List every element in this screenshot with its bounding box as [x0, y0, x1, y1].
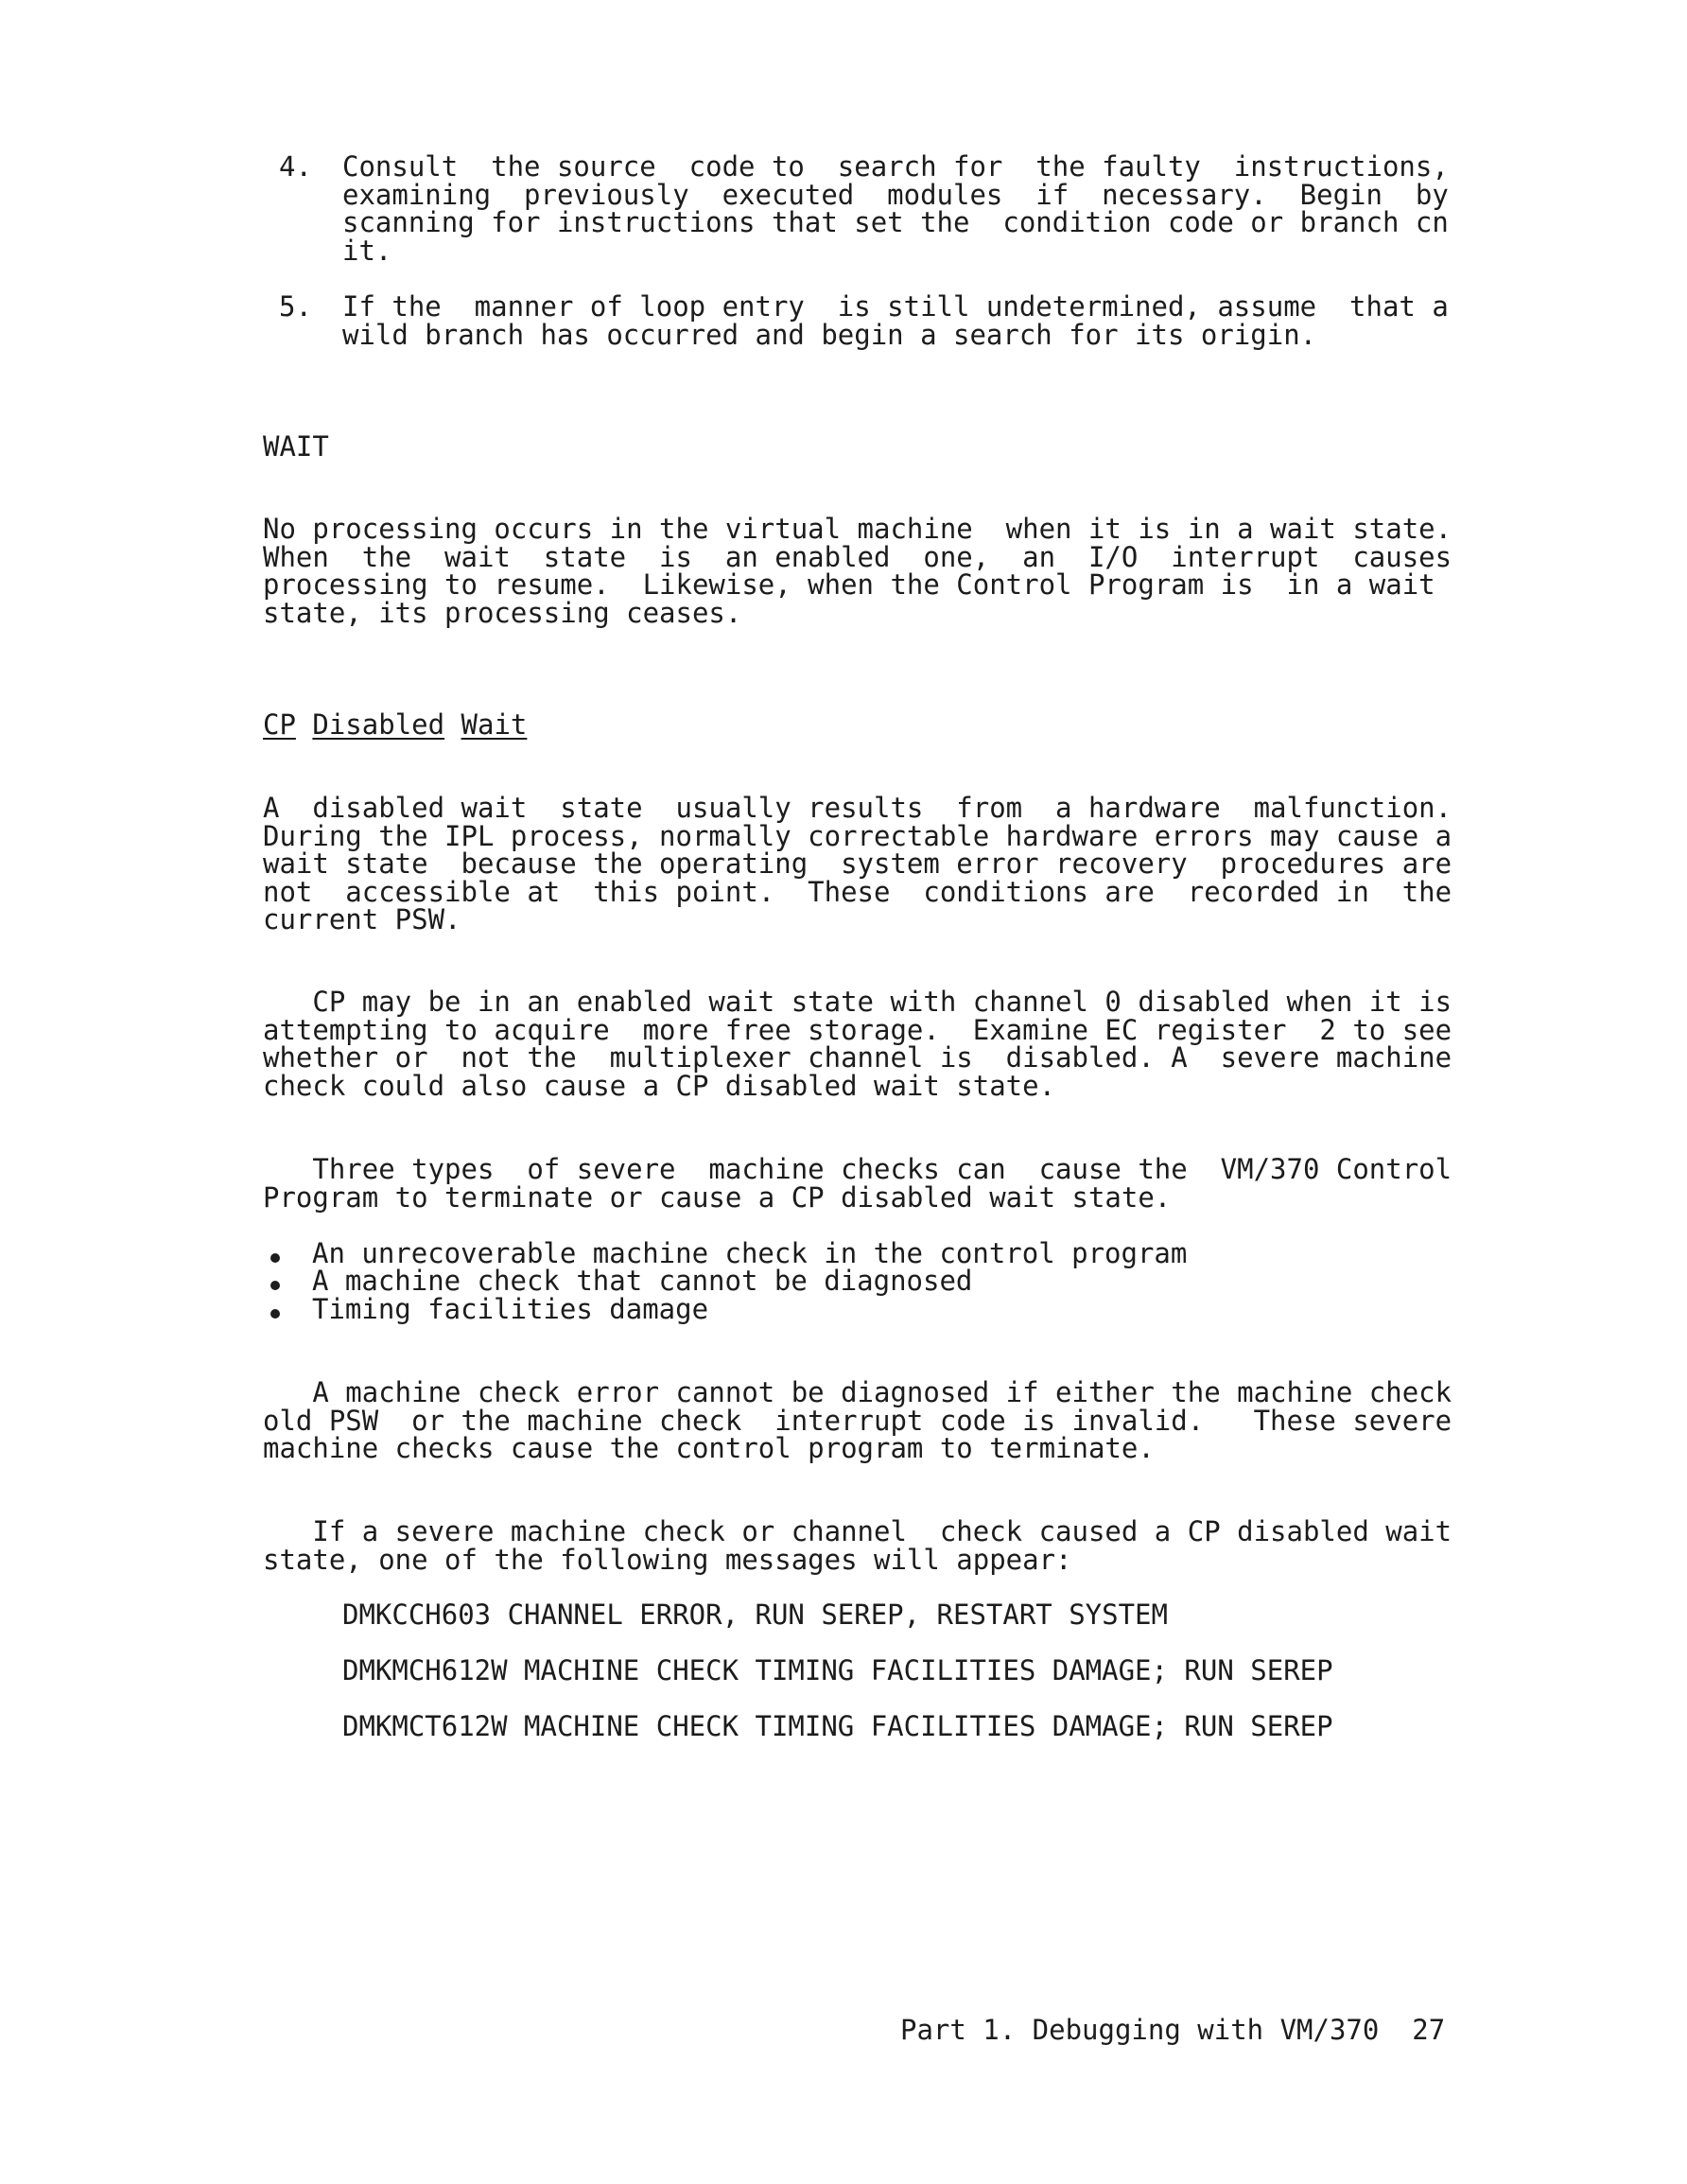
list-item-number: 4. [279, 150, 312, 183]
list-item-text: If the manner of loop entry is still undetermined, assume that a wild branch has occurred and begin a search for its origin. [342, 290, 1449, 351]
bullet-icon [270, 1309, 280, 1319]
bullet-item: An unrecoverable machine check in the control program [312, 1237, 1188, 1269]
list-item-text: Consult the source code to search for the faulty instructions, examining previously executed modules if necessary. Begin by scanning for instructions that set the condition code or branch cn it. [342, 150, 1449, 267]
section-heading-wait: WAIT [263, 430, 329, 463]
paragraph: A disabled wait state usually results from a hardware malfunction. During the IPL process, normally correctable hardware errors may cause a wait state because the operating system error recovery procedures are not accessible at this point. These conditions are recorded in the current PSW. [263, 792, 1452, 935]
bullet-icon [270, 1253, 280, 1263]
wait-paragraph: No processing occurs in the virtual machine when it is in a wait state. When the wait state is an enabled one, an I/O interrupt causes processing to resume. Likewise, when the Control Program is in a wait state, its processing ceases. [263, 513, 1452, 629]
bullet-item: Timing facilities damage [312, 1293, 709, 1325]
message-line: DMKCCH603 CHANNEL ERROR, RUN SEREP, RESTART SYSTEM [342, 1599, 1168, 1631]
bullet-item: A machine check that cannot be diagnosed [312, 1265, 973, 1297]
page-number: 27 [1412, 2014, 1446, 2046]
paragraph: Three types of severe machine checks can cause the VM/370 Control Program to terminate or cause a CP disabled wait state. [263, 1153, 1452, 1214]
list-item-number: 5. [279, 290, 312, 323]
message-line: DMKMCT612W MACHINE CHECK TIMING FACILITIES DAMAGE; RUN SEREP [342, 1710, 1333, 1742]
section-heading-cp-disabled-wait: CP Disabled Wait [263, 708, 528, 741]
paragraph: CP may be in an enabled wait state with channel 0 disabled when it is attempting to acquire more free storage. Examine EC register 2 to see whether or not the multiplexer channel is disabled. A severe machine check could also cause a CP disabled wait state. [263, 986, 1452, 1102]
page-footer [900, 2014, 1446, 2046]
paragraph: A machine check error cannot be diagnosed if either the machine check old PSW or the machine check interrupt code is invalid. These severe machine checks cause the control program to terminate. [263, 1376, 1452, 1464]
paragraph: If a severe machine check or channel check caused a CP disabled wait state, one of the following messages will appear: [263, 1515, 1452, 1576]
bullet-icon [270, 1281, 280, 1290]
message-line: DMKMCH612W MACHINE CHECK TIMING FACILITIES DAMAGE; RUN SEREP [342, 1654, 1333, 1686]
footer-text: Part 1. Debugging with VM/370 [900, 2014, 1380, 2046]
